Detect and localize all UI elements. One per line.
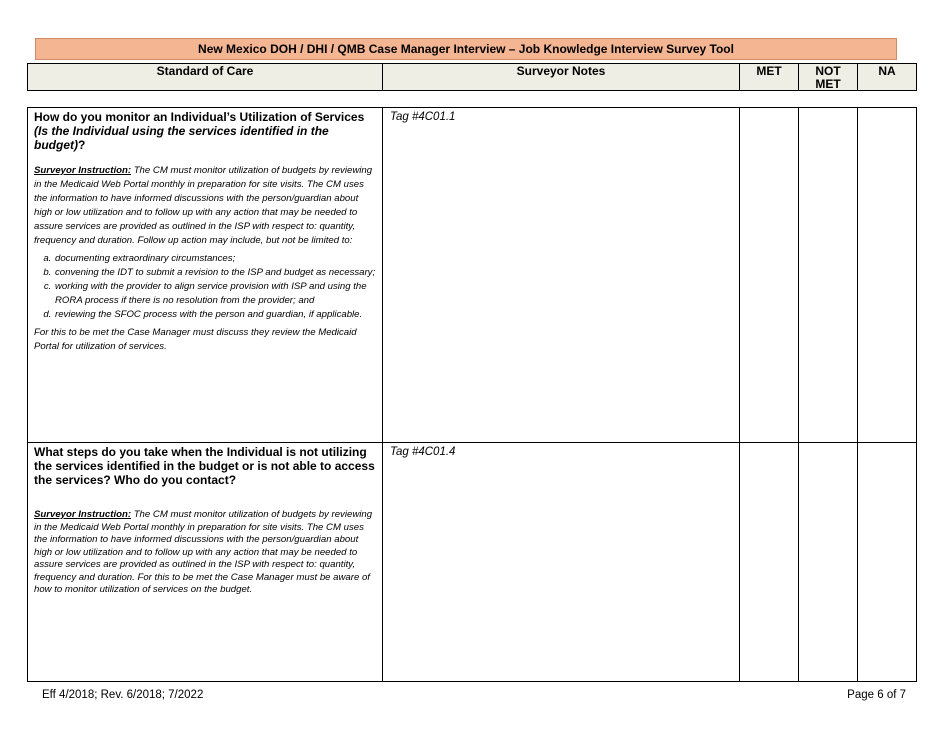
list-item: a. documenting extraordinary circumstances; xyxy=(54,252,376,266)
row2-not-met-cell[interactable] xyxy=(798,442,858,682)
list-item: c. working with the provider to align service provision with ISP and using the RORA process if there is no resolution from the provider; and xyxy=(54,280,376,308)
row2-na-cell[interactable] xyxy=(857,442,917,682)
header-standard-of-care: Standard of Care xyxy=(27,63,383,91)
row1-surveyor-instruction: Surveyor Instruction: The CM must monitor utilization of budgets by reviewing in the Medicaid Web Portal monthly in preparation for site visits. The CM uses the information to have informed discussions with the person/guardian about high or low utilization and to follow up with any action that may be needed to assure services are provided as outlined in the ISP with respect to: quantity, frequency and duration. Follow up action may include, but not be limited to: xyxy=(34,165,373,246)
row2-met-cell[interactable] xyxy=(739,442,799,682)
row1-followup-list xyxy=(34,252,376,322)
list-item: b. convening the IDT to submit a revision to the ISP and budget as necessary; xyxy=(54,266,376,280)
row1-question: How do you monitor an Individual’s Utilization of Services (Is the Individual using the services identified in the budget)? xyxy=(34,110,365,152)
row1-standard-cell xyxy=(27,107,383,443)
footer-page-number: Page 6 of 7 xyxy=(847,689,906,701)
footer-revision: Eff 4/2018; Rev. 6/2018; 7/2022 xyxy=(42,689,204,701)
header-surveyor-notes: Surveyor Notes xyxy=(382,63,740,91)
row2-tag: Tag #4C01.4 xyxy=(390,446,456,458)
row2-question: What steps do you take when the Individual is not utilizing the services identified in the budget or is not able to access the services? Who do you contact? xyxy=(34,445,375,487)
document-title: New Mexico DOH / DHI / QMB Case Manager Interview – Job Knowledge Interview Survey Tool xyxy=(35,38,897,60)
row1-surveyor-notes-cell[interactable] xyxy=(382,107,740,443)
row1-closing: For this to be met the Case Manager must discuss they review the Medicaid Portal for utilization of services. xyxy=(34,327,357,352)
list-item: d. reviewing the SFOC process with the person and guardian, if applicable. xyxy=(54,308,376,322)
header-not-met-line1: NOT xyxy=(815,64,841,78)
row1-not-met-cell[interactable] xyxy=(798,107,858,443)
header-na: NA xyxy=(857,63,917,91)
row2-standard-cell xyxy=(27,442,383,682)
header-met: MET xyxy=(739,63,799,91)
row1-tag: Tag #4C01.1 xyxy=(390,111,456,123)
row2-surveyor-notes-cell[interactable] xyxy=(382,442,740,682)
row1-na-cell[interactable] xyxy=(857,107,917,443)
row1-met-cell[interactable] xyxy=(739,107,799,443)
row2-surveyor-instruction: Surveyor Instruction: The CM must monitor utilization of budgets by reviewing in the Medicaid Web Portal monthly in preparation for site visits. The CM uses the information to have informed discussions with the person/guardian about high or low utilization and to follow up with any action that may be needed to assure services are provided as outlined in the ISP with respect to: quantity, frequency and duration. For this to be met the Case Manager must be aware of how to monitor utilization of services on the budget. xyxy=(34,509,373,595)
header-not-met-line2: MET xyxy=(815,77,841,91)
header-not-met xyxy=(798,63,858,91)
